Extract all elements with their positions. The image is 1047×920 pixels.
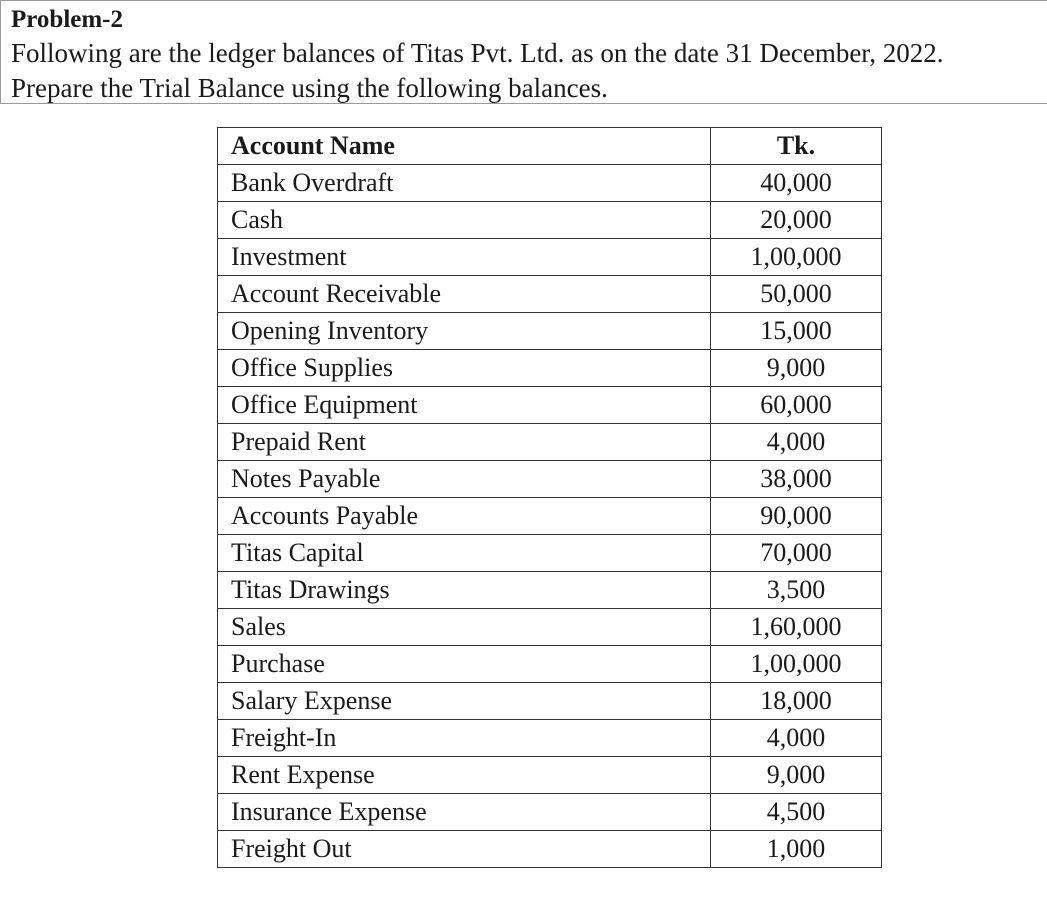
table-row — [218, 498, 882, 535]
amount-cell: 60,000 — [711, 387, 882, 424]
amount-cell: 3,500 — [711, 572, 882, 609]
problem-statement — [11, 36, 943, 106]
amount-cell: 9,000 — [711, 757, 882, 794]
table-row — [218, 202, 882, 239]
table-row — [218, 239, 882, 276]
account-name-cell: Opening Inventory — [218, 313, 711, 350]
account-name-cell: Insurance Expense — [218, 794, 711, 831]
amount-cell: 4,500 — [711, 794, 882, 831]
amount-cell: 1,00,000 — [711, 239, 882, 276]
table-row — [218, 757, 882, 794]
table-row — [218, 387, 882, 424]
table-row — [218, 646, 882, 683]
table-row — [218, 424, 882, 461]
amount-cell: 1,00,000 — [711, 646, 882, 683]
amount-cell: 38,000 — [711, 461, 882, 498]
left-border — [0, 0, 1, 103]
account-name-cell: Prepaid Rent — [218, 424, 711, 461]
amount-cell: 4,000 — [711, 720, 882, 757]
account-name-cell: Account Receivable — [218, 276, 711, 313]
account-name-cell: Notes Payable — [218, 461, 711, 498]
table-row — [218, 720, 882, 757]
table-row — [218, 535, 882, 572]
amount-cell: 4,000 — [711, 424, 882, 461]
account-name-cell: Salary Expense — [218, 683, 711, 720]
ledger-balances-table — [217, 127, 882, 868]
table-row — [218, 461, 882, 498]
amount-cell: 18,000 — [711, 683, 882, 720]
amount-cell: 20,000 — [711, 202, 882, 239]
amount-cell: 9,000 — [711, 350, 882, 387]
table-header-row — [218, 128, 882, 165]
account-name-cell: Cash — [218, 202, 711, 239]
account-name-cell: Titas Capital — [218, 535, 711, 572]
account-name-cell: Investment — [218, 239, 711, 276]
table-row — [218, 683, 882, 720]
table-row — [218, 350, 882, 387]
header-amount: Tk. — [711, 128, 882, 165]
account-name-cell: Office Supplies — [218, 350, 711, 387]
amount-cell: 1,000 — [711, 831, 882, 868]
table-row — [218, 609, 882, 646]
amount-cell: 50,000 — [711, 276, 882, 313]
account-name-cell: Office Equipment — [218, 387, 711, 424]
amount-cell: 1,60,000 — [711, 609, 882, 646]
account-name-cell: Purchase — [218, 646, 711, 683]
account-name-cell: Rent Expense — [218, 757, 711, 794]
account-name-cell: Sales — [218, 609, 711, 646]
header-account-name: Account Name — [218, 128, 711, 165]
amount-cell: 70,000 — [711, 535, 882, 572]
problem-title: Problem-2 — [11, 6, 124, 33]
table-body — [218, 165, 882, 868]
account-name-cell: Freight-In — [218, 720, 711, 757]
table-row — [218, 831, 882, 868]
account-name-cell: Titas Drawings — [218, 572, 711, 609]
problem-line-2: Prepare the Trial Balance using the following balances. — [11, 73, 608, 103]
table-row — [218, 572, 882, 609]
top-border — [0, 0, 1047, 1]
table-row — [218, 276, 882, 313]
account-name-cell: Accounts Payable — [218, 498, 711, 535]
amount-cell: 90,000 — [711, 498, 882, 535]
account-name-cell: Freight Out — [218, 831, 711, 868]
account-name-cell: Bank Overdraft — [218, 165, 711, 202]
table-row — [218, 794, 882, 831]
table-row — [218, 165, 882, 202]
table-row — [218, 313, 882, 350]
problem-line-1: Following are the ledger balances of Titas Pvt. Ltd. as on the date 31 December, 2022. — [11, 38, 944, 68]
amount-cell: 40,000 — [711, 165, 882, 202]
amount-cell: 15,000 — [711, 313, 882, 350]
